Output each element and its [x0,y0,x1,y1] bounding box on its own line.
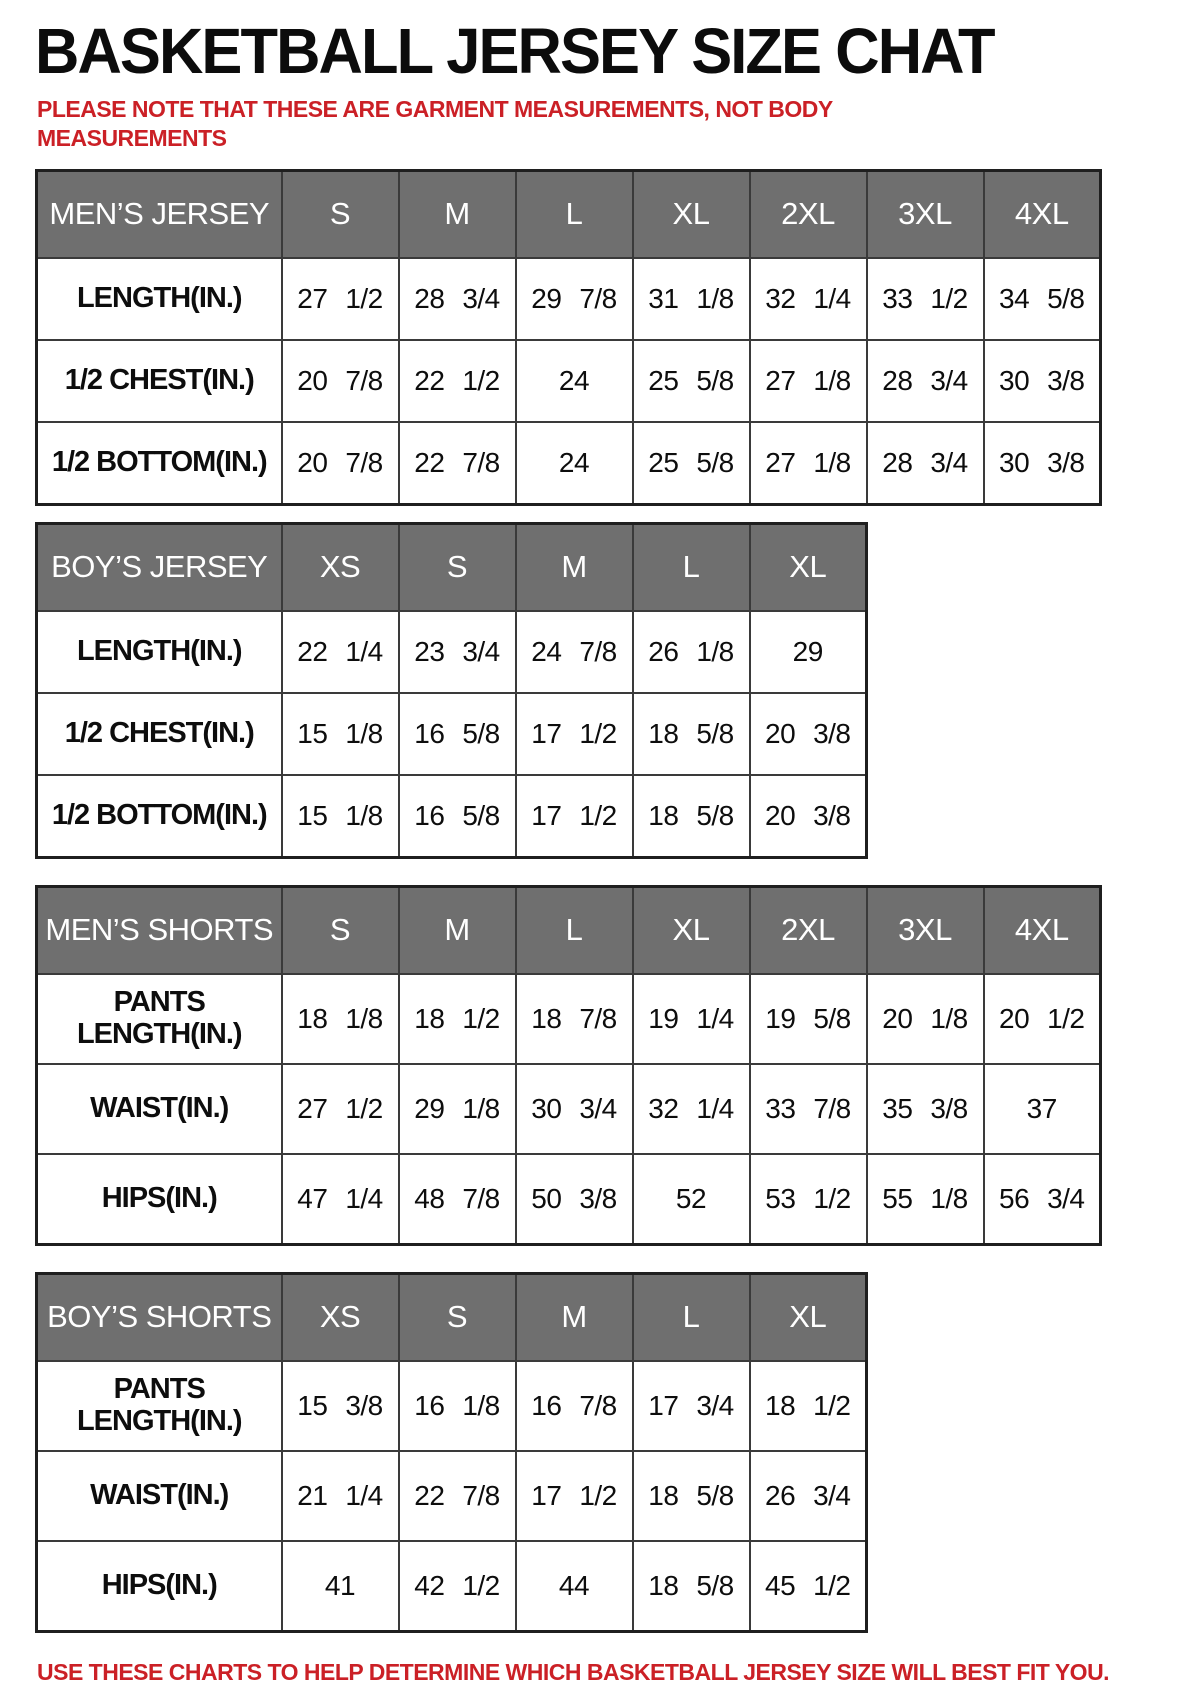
size-value: 27 1/2 [282,1064,399,1154]
measurement-row [37,258,1101,340]
size-value: 34 5/8 [984,258,1101,340]
measurement-row [37,693,867,775]
column-header-m: M [516,523,633,611]
size-value: 24 [516,422,633,504]
header-row-mens-jersey [37,170,1101,258]
tables [35,169,1170,1633]
size-value: 30 3/8 [984,422,1101,504]
size-value: 18 7/8 [516,974,633,1064]
column-header-xl: XL [750,523,867,611]
header-row-boys-shorts [37,1273,867,1361]
header-row-mens-shorts [37,886,1101,974]
column-header-xl: XL [633,170,750,258]
measurement-row [37,775,867,857]
column-header-xl: XL [633,886,750,974]
column-header-l: L [633,523,750,611]
size-value: 20 1/2 [984,974,1101,1064]
column-header-s: S [282,886,399,974]
size-table-boys-shorts [35,1272,868,1633]
measurement-note: PLEASE NOTE THAT THESE ARE GARMENT MEASUREMENTS, NOT BODY MEASUREMENTS [37,96,833,151]
size-value: 20 1/8 [867,974,984,1064]
size-value: 53 1/2 [750,1154,867,1244]
column-header-3xl: 3XL [867,886,984,974]
measurement-row [37,1541,867,1631]
size-value: 20 3/8 [750,693,867,775]
size-value: 18 5/8 [633,1451,750,1541]
size-value: 25 5/8 [633,422,750,504]
size-value: 37 [984,1064,1101,1154]
measurement-row [37,974,1101,1064]
footer-note: USE THESE CHARTS TO HELP DETERMINE WHICH BASKETBALL JERSEY SIZE WILL BEST FIT YOU. [37,1658,1110,1685]
row-label: 1/2 CHEST(IN.) [37,340,282,422]
size-value: 17 1/2 [516,693,633,775]
size-value: 22 7/8 [399,1451,516,1541]
size-value: 28 3/4 [399,258,516,340]
column-header-xs: XS [282,1273,399,1361]
size-value: 22 1/4 [282,611,399,693]
measurement-row [37,1064,1101,1154]
size-value: 24 7/8 [516,611,633,693]
size-value: 56 3/4 [984,1154,1101,1244]
size-value: 32 1/4 [750,258,867,340]
column-header-3xl: 3XL [867,170,984,258]
size-value: 21 1/4 [282,1451,399,1541]
size-value: 48 7/8 [399,1154,516,1244]
column-header-m: M [399,886,516,974]
size-value: 33 7/8 [750,1064,867,1154]
size-value: 15 3/8 [282,1361,399,1451]
size-value: 55 1/8 [867,1154,984,1244]
size-value: 18 1/8 [282,974,399,1064]
size-value: 20 3/8 [750,775,867,857]
row-label: HIPS(IN.) [37,1154,282,1244]
size-value: 30 3/4 [516,1064,633,1154]
size-value: 15 1/8 [282,775,399,857]
measurement-row [37,422,1101,504]
row-label: PANTS LENGTH(IN.) [37,974,282,1064]
size-value: 27 1/8 [750,340,867,422]
column-header-s: S [399,523,516,611]
size-value: 16 1/8 [399,1361,516,1451]
size-value: 24 [516,340,633,422]
column-header-xl: XL [750,1273,867,1361]
measurement-row [37,1154,1101,1244]
row-label: 1/2 BOTTOM(IN.) [37,775,282,857]
table-name-cell: BOY’S SHORTS [37,1273,282,1361]
size-value: 44 [516,1541,633,1631]
row-label: WAIST(IN.) [37,1064,282,1154]
size-value: 27 1/8 [750,422,867,504]
size-value: 18 1/2 [750,1361,867,1451]
measurement-row [37,1361,867,1451]
table-name-cell: MEN’S SHORTS [37,886,282,974]
measurement-row [37,611,867,693]
size-value: 17 1/2 [516,775,633,857]
row-label: HIPS(IN.) [37,1541,282,1631]
size-value: 42 1/2 [399,1541,516,1631]
size-table-mens-shorts [35,885,1102,1246]
column-header-xs: XS [282,523,399,611]
size-value: 20 7/8 [282,340,399,422]
size-value: 18 5/8 [633,1541,750,1631]
row-label: 1/2 BOTTOM(IN.) [37,422,282,504]
column-header-l: L [516,170,633,258]
measurement-row [37,340,1101,422]
size-value: 29 7/8 [516,258,633,340]
size-value: 29 1/8 [399,1064,516,1154]
size-value: 47 1/4 [282,1154,399,1244]
size-value: 41 [282,1541,399,1631]
size-value: 18 5/8 [633,775,750,857]
row-label: LENGTH(IN.) [37,258,282,340]
size-value: 19 1/4 [633,974,750,1064]
size-value: 45 1/2 [750,1541,867,1631]
size-value: 27 1/2 [282,258,399,340]
row-label: PANTS LENGTH(IN.) [37,1361,282,1451]
size-value: 19 5/8 [750,974,867,1064]
size-value: 17 3/4 [633,1361,750,1451]
size-table-boys-jersey [35,522,868,859]
column-header-4xl: 4XL [984,170,1101,258]
size-value: 20 7/8 [282,422,399,504]
size-value: 18 5/8 [633,693,750,775]
page-title: BASKETBALL JERSEY SIZE CHAT [35,15,994,87]
column-header-s: S [399,1273,516,1361]
column-header-l: L [516,886,633,974]
size-value: 28 3/4 [867,340,984,422]
column-header-4xl: 4XL [984,886,1101,974]
table-name-cell: MEN’S JERSEY [37,170,282,258]
size-value: 50 3/8 [516,1154,633,1244]
size-value: 28 3/4 [867,422,984,504]
column-header-m: M [516,1273,633,1361]
size-value: 25 5/8 [633,340,750,422]
size-value: 15 1/8 [282,693,399,775]
row-label: WAIST(IN.) [37,1451,282,1541]
size-table-mens-jersey [35,169,1102,506]
measurement-row [37,1451,867,1541]
size-value: 52 [633,1154,750,1244]
size-value: 22 7/8 [399,422,516,504]
size-value: 16 7/8 [516,1361,633,1451]
size-value: 16 5/8 [399,775,516,857]
size-value: 32 1/4 [633,1064,750,1154]
size-value: 31 1/8 [633,258,750,340]
column-header-s: S [282,170,399,258]
size-value: 33 1/2 [867,258,984,340]
size-value: 16 5/8 [399,693,516,775]
column-header-2xl: 2XL [750,170,867,258]
column-header-m: M [399,170,516,258]
table-name-cell: BOY’S JERSEY [37,523,282,611]
column-header-l: L [633,1273,750,1361]
size-value: 18 1/2 [399,974,516,1064]
size-value: 35 3/8 [867,1064,984,1154]
size-value: 22 1/2 [399,340,516,422]
row-label: 1/2 CHEST(IN.) [37,693,282,775]
size-value: 26 1/8 [633,611,750,693]
size-value: 29 [750,611,867,693]
header-row-boys-jersey [37,523,867,611]
column-header-2xl: 2XL [750,886,867,974]
size-value: 26 3/4 [750,1451,867,1541]
size-value: 30 3/8 [984,340,1101,422]
size-value: 23 3/4 [399,611,516,693]
size-value: 17 1/2 [516,1451,633,1541]
row-label: LENGTH(IN.) [37,611,282,693]
